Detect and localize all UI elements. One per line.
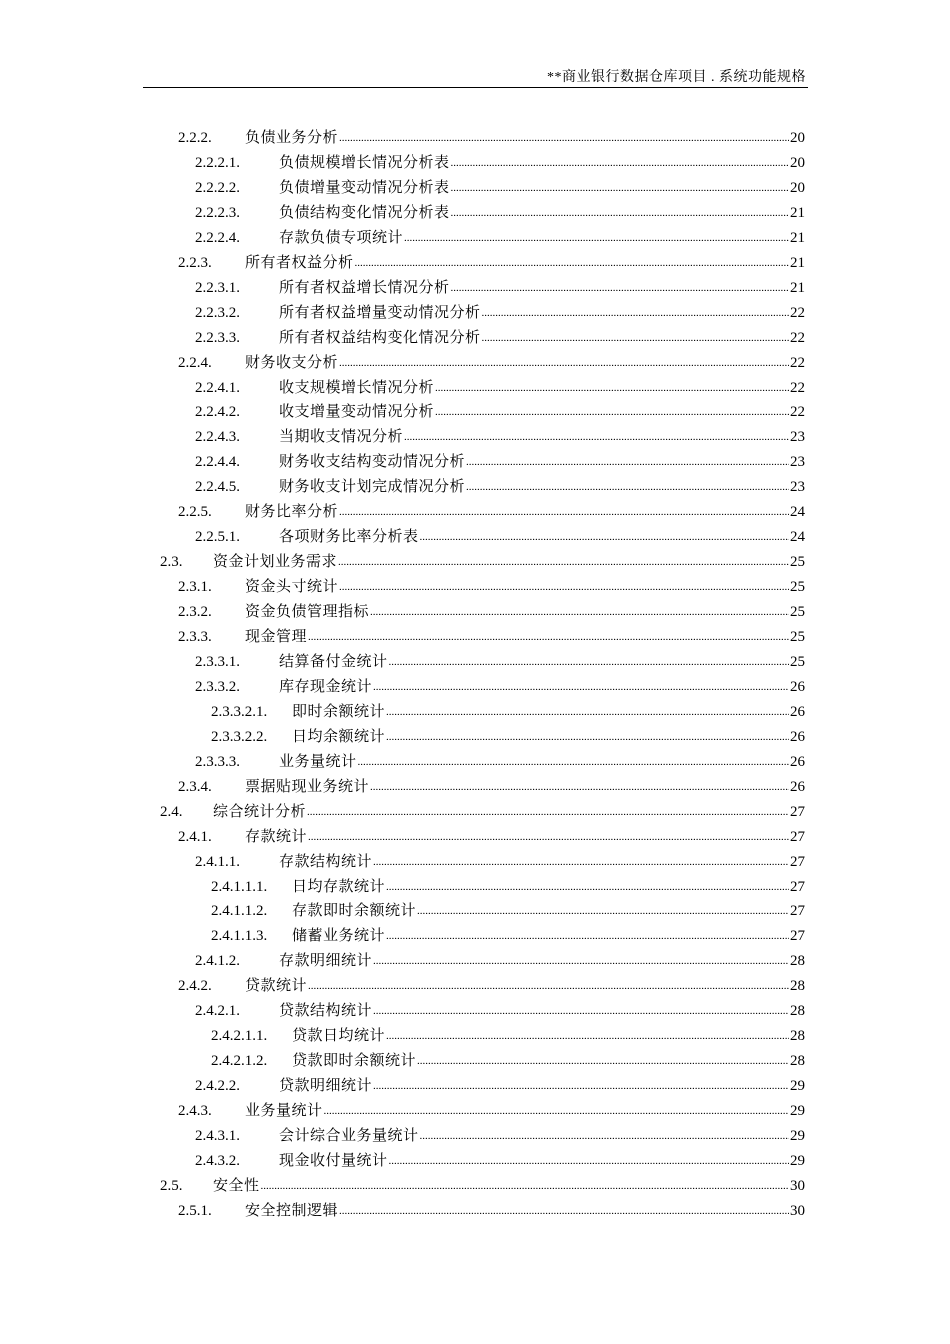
toc-entry-number: 2.4.3. — [178, 1103, 212, 1120]
toc-entry-number: 2.4.1.2. — [195, 953, 240, 970]
toc-dot-leader — [373, 1073, 789, 1098]
toc-entry-number: 2.4.1.1. — [195, 853, 240, 870]
toc-entry-title: 票据贴现业务统计 — [245, 778, 370, 795]
toc-entry-title: 收支规模增长情况分析 — [279, 379, 435, 396]
toc-entry[interactable] — [178, 251, 805, 275]
toc-entry-number: 2.2.5. — [178, 504, 212, 521]
toc-entry[interactable] — [195, 201, 805, 225]
toc-entry-number: 2.4.1.1.3. — [211, 928, 268, 945]
toc-entry[interactable] — [178, 1199, 805, 1223]
toc-entry-title: 日均存款统计 — [292, 878, 386, 895]
toc-entry-number: 2.3. — [160, 554, 183, 571]
toc-entry-number: 2.4.2.1. — [195, 1003, 240, 1020]
toc-entry-page-number: 23 — [790, 479, 805, 496]
toc-entry-page-number: 27 — [790, 903, 805, 920]
toc-entry-page-number: 23 — [790, 454, 805, 471]
toc-entry[interactable] — [160, 1174, 805, 1198]
toc-entry-title: 财务比率分析 — [245, 504, 339, 521]
toc-entry-page-number: 21 — [790, 254, 805, 271]
toc-entry-page-number: 29 — [790, 1152, 805, 1169]
toc-entry-title: 收支增量变动情况分析 — [279, 404, 435, 421]
toc-entry[interactable] — [211, 899, 805, 923]
toc-entry[interactable] — [195, 525, 805, 549]
toc-entry-number: 2.3.4. — [178, 778, 212, 795]
toc-entry-title: 负债规模增长情况分析表 — [279, 154, 450, 171]
toc-entry-number: 2.2.4. — [178, 354, 212, 371]
toc-entry-page-number: 27 — [790, 828, 805, 845]
toc-entry[interactable] — [195, 376, 805, 400]
toc-entry-page-number: 22 — [790, 329, 805, 346]
toc-entry-number: 2.4.2.1.1. — [211, 1028, 268, 1045]
toc-entry-title: 各项财务比率分析表 — [279, 529, 419, 546]
toc-entry-page-number: 21 — [790, 204, 805, 221]
toc-entry-title: 现金管理 — [245, 629, 308, 645]
toc-dot-leader — [386, 724, 789, 749]
toc-entry-title: 财务收支分析 — [245, 354, 339, 371]
toc-entry[interactable] — [195, 176, 805, 200]
toc-entry-title: 业务量统计 — [279, 753, 357, 770]
toc-dot-leader — [386, 874, 789, 899]
toc-entry-page-number: 26 — [790, 678, 805, 695]
toc-entry-number: 2.2.2. — [178, 130, 212, 146]
toc-entry-number: 2.2.3. — [178, 254, 212, 271]
toc-entry[interactable] — [195, 226, 805, 250]
toc-dot-leader — [451, 150, 789, 175]
toc-entry-title: 安全性 — [213, 1177, 260, 1194]
toc-entry-number: 2.4.1.1.2. — [211, 903, 268, 920]
toc-dot-leader — [435, 375, 789, 400]
toc-entry-page-number: 25 — [790, 554, 805, 571]
toc-dot-leader — [386, 923, 789, 948]
toc-entry-title: 储蓄业务统计 — [292, 928, 386, 945]
toc-entry-number: 2.2.2.2. — [195, 179, 240, 196]
toc-entry-title: 结算备付金统计 — [279, 653, 388, 670]
toc-entry[interactable] — [211, 875, 805, 899]
toc-entry-page-number: 22 — [790, 379, 805, 396]
toc-dot-leader — [404, 424, 789, 449]
toc-entry-title: 业务量统计 — [245, 1103, 323, 1120]
toc-entry-number: 2.4.3.2. — [195, 1152, 240, 1169]
toc-entry-page-number: 22 — [790, 354, 805, 371]
toc-entry[interactable] — [211, 700, 805, 724]
toc-entry[interactable] — [178, 974, 805, 998]
toc-entry-title: 贷款日均统计 — [292, 1028, 386, 1045]
toc-entry-page-number: 24 — [790, 529, 805, 546]
toc-entry-page-number: 24 — [790, 504, 805, 521]
toc-entry-title: 存款负债专项统计 — [279, 229, 404, 246]
toc-entry-title: 库存现金统计 — [279, 678, 373, 695]
toc-entry-number: 2.2.3.1. — [195, 279, 240, 296]
toc-entry-title: 贷款明细统计 — [279, 1078, 373, 1095]
toc-dot-leader — [482, 300, 789, 325]
toc-entry[interactable] — [178, 775, 805, 799]
toc-dot-leader — [466, 449, 789, 474]
toc-entry-number: 2.3.3.2. — [195, 678, 240, 695]
toc-entry-number: 2.2.4.4. — [195, 454, 240, 471]
toc-entry-page-number: 26 — [790, 753, 805, 770]
toc-entry-page-number: 28 — [790, 978, 805, 995]
toc-entry-title: 综合统计分析 — [213, 803, 307, 820]
toc-entry-page-number: 29 — [790, 1128, 805, 1144]
toc-entry-page-number: 29 — [790, 1103, 805, 1120]
toc-entry-page-number: 29 — [790, 1078, 805, 1095]
toc-entry-title: 负债业务分析 — [245, 130, 339, 146]
toc-dot-leader — [386, 1023, 789, 1048]
toc-entry-page-number: 25 — [790, 604, 805, 621]
toc-entry-page-number: 20 — [790, 179, 805, 196]
toc-entry[interactable] — [195, 475, 805, 499]
toc-entry-number: 2.2.2.4. — [195, 229, 240, 246]
toc-entry-page-number: 20 — [790, 154, 805, 171]
toc-dot-leader — [373, 849, 789, 874]
toc-dot-leader — [308, 824, 789, 849]
toc-entry-page-number: 27 — [790, 878, 805, 895]
toc-entry-number: 2.3.3.1. — [195, 653, 240, 670]
toc-dot-leader — [417, 898, 789, 923]
toc-entry-page-number: 22 — [790, 404, 805, 421]
toc-entry-title: 所有者权益增长情况分析 — [279, 279, 450, 296]
toc-entry[interactable] — [178, 126, 805, 150]
toc-dot-leader — [370, 599, 789, 624]
toc-entry[interactable] — [211, 1049, 805, 1073]
toc-entry-title: 日均余额统计 — [292, 728, 386, 745]
toc-entry-page-number: 27 — [790, 803, 805, 820]
toc-entry[interactable] — [160, 800, 805, 824]
toc-entry-page-number: 28 — [790, 1053, 805, 1070]
toc-entry[interactable] — [195, 1149, 805, 1173]
toc-entry-title: 现金收付量统计 — [279, 1152, 388, 1169]
toc-entry-page-number: 25 — [790, 629, 805, 645]
toc-entry[interactable] — [195, 425, 805, 449]
toc-entry-title: 存款即时余额统计 — [292, 903, 417, 920]
toc-entry-page-number: 27 — [790, 928, 805, 945]
toc-entry[interactable] — [195, 326, 805, 350]
toc-entry-number: 2.2.4.5. — [195, 479, 240, 496]
toc-entry-number: 2.5. — [160, 1177, 183, 1194]
toc-entry-title: 安全控制逻辑 — [245, 1202, 339, 1219]
toc-entry-page-number: 30 — [790, 1177, 805, 1194]
toc-entry-number: 2.2.2.3. — [195, 204, 240, 221]
toc-dot-leader — [339, 125, 789, 150]
toc-entry-title: 当期收支情况分析 — [279, 429, 404, 446]
toc-entry-title: 负债结构变化情况分析表 — [279, 204, 450, 221]
toc-entry-title: 资金头寸统计 — [245, 579, 339, 596]
toc-entry-number: 2.2.3.3. — [195, 329, 240, 346]
toc-entry-title: 财务收支结构变动情况分析 — [279, 454, 466, 471]
toc-entry[interactable] — [195, 1124, 805, 1148]
toc-entry-page-number: 30 — [790, 1202, 805, 1219]
toc-dot-leader — [386, 699, 789, 724]
toc-dot-leader — [308, 973, 789, 998]
toc-entry-title: 所有者权益结构变化情况分析 — [279, 329, 481, 346]
toc-entry[interactable] — [195, 949, 805, 973]
toc-entry[interactable] — [178, 825, 805, 849]
toc-entry-number: 2.2.4.3. — [195, 429, 240, 446]
toc-entry-title: 资金计划业务需求 — [213, 554, 338, 571]
toc-entry-title: 所有者权益分析 — [245, 254, 354, 271]
toc-dot-leader — [451, 175, 789, 200]
document-header-title: **商业银行数据仓库项目 . 系统功能规格 — [547, 70, 806, 85]
toc-entry[interactable] — [195, 400, 805, 424]
toc-entry[interactable] — [178, 1099, 805, 1123]
toc-entry-page-number: 21 — [790, 279, 805, 296]
toc-entry-title: 存款明细统计 — [279, 953, 373, 970]
toc-entry-number: 2.4.2. — [178, 978, 212, 995]
toc-entry-page-number: 22 — [790, 304, 805, 321]
toc-entry-number: 2.3.2. — [178, 604, 212, 621]
toc-entry-number: 2.4.1. — [178, 828, 212, 845]
toc-entry-title: 所有者权益增量变动情况分析 — [279, 304, 481, 321]
toc-entry-number: 2.3.3. — [178, 629, 212, 645]
toc-entry-title: 财务收支计划完成情况分析 — [279, 479, 466, 496]
toc-entry-page-number: 26 — [790, 728, 805, 745]
toc-entry-page-number: 20 — [790, 130, 805, 146]
toc-dot-leader — [339, 574, 789, 599]
toc-dot-leader — [339, 350, 789, 375]
toc-entry[interactable] — [195, 999, 805, 1023]
toc-entry-number: 2.2.5.1. — [195, 529, 240, 546]
toc-dot-leader — [373, 998, 789, 1023]
toc-dot-leader — [417, 1048, 789, 1073]
toc-dot-leader — [358, 749, 789, 774]
toc-entry-number: 2.3.3.2.2. — [211, 728, 268, 745]
toc-entry-page-number: 26 — [790, 778, 805, 795]
toc-entry[interactable] — [211, 924, 805, 948]
toc-entry-page-number: 25 — [790, 653, 805, 670]
toc-entry-number: 2.2.2.1. — [195, 154, 240, 171]
toc-dot-leader — [373, 948, 789, 973]
toc-entry-title: 贷款即时余额统计 — [292, 1053, 417, 1070]
toc-entry-number: 2.5.1. — [178, 1202, 212, 1219]
toc-dot-leader — [466, 474, 789, 499]
toc-dot-leader — [339, 1198, 789, 1223]
toc-dot-leader — [420, 1123, 789, 1148]
toc-entry[interactable] — [195, 301, 805, 325]
toc-entry-title: 负债增量变动情况分析表 — [279, 179, 450, 196]
toc-dot-leader — [404, 225, 789, 250]
toc-entry-title: 会计综合业务量统计 — [279, 1128, 419, 1144]
toc-dot-leader — [324, 1098, 789, 1123]
toc-dot-leader — [261, 1173, 789, 1198]
toc-entry-title: 贷款统计 — [245, 978, 308, 995]
toc-entry[interactable] — [195, 1074, 805, 1098]
toc-dot-leader — [451, 275, 789, 300]
toc-entry[interactable] — [195, 850, 805, 874]
toc-entry[interactable] — [178, 351, 805, 375]
toc-dot-leader — [389, 649, 789, 674]
toc-entry-number: 2.4.1.1.1. — [211, 878, 268, 895]
toc-entry[interactable] — [178, 625, 805, 649]
toc-dot-leader — [451, 200, 789, 225]
toc-dot-leader — [373, 674, 789, 699]
toc-entry[interactable] — [195, 276, 805, 300]
toc-entry-page-number: 25 — [790, 579, 805, 596]
toc-entry-title: 资金负债管理指标 — [245, 604, 370, 621]
toc-dot-leader — [420, 524, 789, 549]
toc-entry-page-number: 23 — [790, 429, 805, 446]
toc-entry-page-number: 28 — [790, 1003, 805, 1020]
toc-entry-number: 2.3.3.2.1. — [211, 703, 268, 720]
toc-entry[interactable] — [211, 1024, 805, 1048]
toc-entry[interactable] — [178, 575, 805, 599]
toc-entry-number: 2.2.4.2. — [195, 404, 240, 421]
toc-dot-leader — [307, 799, 789, 824]
toc-entry[interactable] — [195, 750, 805, 774]
header-divider — [143, 87, 808, 88]
toc-entry[interactable] — [195, 151, 805, 175]
toc-entry[interactable] — [178, 600, 805, 624]
toc-entry-title: 即时余额统计 — [292, 703, 386, 720]
toc-entry-number: 2.2.3.2. — [195, 304, 240, 321]
toc-entry[interactable] — [195, 450, 805, 474]
toc-dot-leader — [355, 250, 789, 275]
toc-entry[interactable] — [195, 650, 805, 674]
toc-entry-page-number: 28 — [790, 1028, 805, 1045]
toc-dot-leader — [339, 499, 789, 524]
toc-dot-leader — [370, 774, 789, 799]
toc-entry-number: 2.3.1. — [178, 579, 212, 596]
toc-entry-title: 存款结构统计 — [279, 853, 373, 870]
toc-dot-leader — [482, 325, 789, 350]
toc-entry-number: 2.4.3.1. — [195, 1128, 240, 1144]
toc-entry[interactable] — [160, 550, 805, 574]
toc-entry-number: 2.4. — [160, 803, 183, 820]
toc-dot-leader — [338, 549, 789, 574]
toc-entry-page-number: 28 — [790, 953, 805, 970]
toc-entry-number: 2.2.4.1. — [195, 379, 240, 396]
toc-entry-page-number: 21 — [790, 229, 805, 246]
toc-entry-number: 2.4.2.1.2. — [211, 1053, 268, 1070]
toc-entry[interactable] — [211, 725, 805, 749]
toc-entry[interactable] — [178, 500, 805, 524]
toc-entry-page-number: 26 — [790, 703, 805, 720]
toc-entry-title: 贷款结构统计 — [279, 1003, 373, 1020]
toc-dot-leader — [389, 1148, 789, 1173]
toc-entry[interactable] — [195, 675, 805, 699]
toc-entry-page-number: 27 — [790, 853, 805, 870]
toc-entry-title: 存款统计 — [245, 828, 308, 845]
toc-entry-number: 2.4.2.2. — [195, 1078, 240, 1095]
toc-dot-leader — [435, 399, 789, 424]
toc-entry-number: 2.3.3.3. — [195, 753, 240, 770]
toc-dot-leader — [308, 624, 789, 649]
